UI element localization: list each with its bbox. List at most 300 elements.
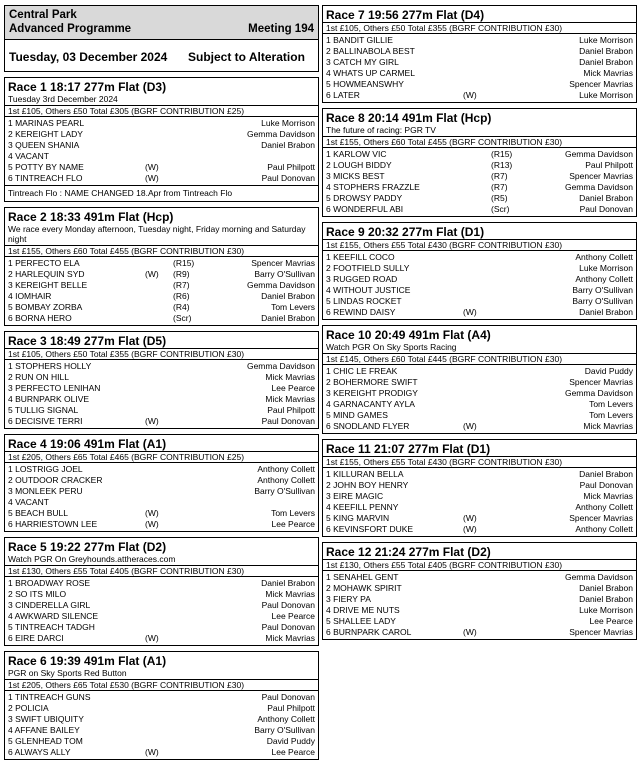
runner-row xyxy=(5,372,318,383)
runner-row xyxy=(323,182,636,193)
runner-row xyxy=(5,736,318,747)
runner-name: 4 BURNPARK OLIVE xyxy=(8,394,90,404)
runner-row xyxy=(5,269,318,280)
runner-name: 4 AWKWARD SILENCE xyxy=(8,611,99,621)
runner-row xyxy=(5,258,318,269)
runner-row xyxy=(5,291,318,302)
runner-name: 6 EIRE DARCI xyxy=(8,633,64,643)
trainer-name: Anthony Collett xyxy=(257,714,315,724)
race-title: Race 7 19:56 277m Flat (D4) xyxy=(326,8,485,22)
runner-row xyxy=(323,160,636,171)
race-prize-info: 1st £155, Others £55 Total £430 (BGRF CONTRIBUTION £30) xyxy=(323,456,636,468)
runner-name: 3 MICKS BEST xyxy=(326,171,385,181)
right-race-list xyxy=(322,5,637,645)
race-prize-info: 1st £155, Others £55 Total £430 (BGRF CONTRIBUTION £30) xyxy=(323,239,636,251)
trainer-name: Paul Philpott xyxy=(267,703,315,713)
runner-name: 2 BOHERMORE SWIFT xyxy=(326,377,418,387)
trainer-name: Tom Levers xyxy=(589,410,633,420)
left-race-list xyxy=(4,77,319,765)
runner-name: 2 SO ITS MILO xyxy=(8,589,67,599)
runner-row xyxy=(5,313,318,324)
race-prize-info: 1st £105, Others £50 Total £355 (BGRF CONTRIBUTION £30) xyxy=(323,22,636,34)
handicap-mark: (R7) xyxy=(491,182,508,192)
trainer-name: Daniel Brabon xyxy=(261,578,315,588)
runner-row xyxy=(323,193,636,204)
trainer-name: Gemma Davidson xyxy=(246,129,315,139)
trainer-name: Daniel Brabon xyxy=(579,469,633,479)
runner-row xyxy=(323,410,636,421)
trainer-name: Barry O'Sullivan xyxy=(254,486,315,496)
trainer-name: Mick Mavrias xyxy=(265,589,315,599)
meeting-date: Tuesday, 03 December 2024 xyxy=(9,50,168,64)
runner-name: 6 HARRIESTOWN LEE xyxy=(8,519,98,529)
trainer-name: Daniel Brabon xyxy=(261,313,315,323)
runner-row xyxy=(5,589,318,600)
runner-name: 1 CHIC LE FREAK xyxy=(326,366,398,376)
runner-row xyxy=(323,57,636,68)
runner-list xyxy=(5,257,318,325)
wide-runner-marker: (W) xyxy=(145,269,159,279)
runner-row xyxy=(5,497,318,508)
handicap-mark: (Scr) xyxy=(491,204,510,214)
runner-row xyxy=(323,263,636,274)
wide-runner-marker: (W) xyxy=(463,307,477,317)
runner-list xyxy=(323,468,636,536)
wide-runner-marker: (W) xyxy=(463,421,477,431)
handicap-mark: (R15) xyxy=(491,149,513,159)
runner-name: 6 BURNPARK CAROL xyxy=(326,627,412,637)
runner-row xyxy=(323,388,636,399)
race-title: Race 9 20:32 277m Flat (D1) xyxy=(326,225,485,239)
trainer-name: Mick Mavrias xyxy=(583,421,633,431)
runner-row xyxy=(5,611,318,622)
wide-runner-marker: (W) xyxy=(463,513,477,523)
race-prize-info: 1st £145, Others £60 Total £445 (BGRF CONTRIBUTION £30) xyxy=(323,353,636,365)
runner-name: 6 KEVINSFORT DUKE xyxy=(326,524,414,534)
runner-name: 2 LOUGH BIDDY xyxy=(326,160,392,170)
trainer-name: Anthony Collett xyxy=(257,475,315,485)
runner-list xyxy=(323,251,636,319)
runner-name: 2 POLICIA xyxy=(8,703,49,713)
trainer-name: Anthony Collett xyxy=(575,524,633,534)
runner-row xyxy=(323,491,636,502)
runner-name: 4 AFFANE BAILEY xyxy=(8,725,80,735)
handicap-mark: (R7) xyxy=(173,280,190,290)
runner-row xyxy=(5,475,318,486)
race-prize-info: 1st £130, Others £55 Total £405 (BGRF CONTRIBUTION £30) xyxy=(5,565,318,577)
race-title: Race 10 20:49 491m Flat (A4) xyxy=(326,328,491,342)
wide-runner-marker: (W) xyxy=(463,524,477,534)
trainer-name: Daniel Brabon xyxy=(579,583,633,593)
runner-row xyxy=(323,469,636,480)
runner-name: 5 POTTY BY NAME xyxy=(8,162,84,172)
runner-row xyxy=(5,162,318,173)
runner-row xyxy=(5,714,318,725)
runner-name: 3 CINDERELLA GIRL xyxy=(8,600,91,610)
race-card xyxy=(322,5,637,103)
race-title: Race 1 18:17 277m Flat (D3) xyxy=(8,80,167,94)
race-prize-info: 1st £130, Others £55 Total £405 (BGRF CONTRIBUTION £30) xyxy=(323,559,636,571)
race-card xyxy=(4,537,319,646)
race-description: PGR on Sky Sports Red Button xyxy=(8,668,127,678)
trainer-name: Paul Donovan xyxy=(579,480,633,490)
trainer-name: Paul Donovan xyxy=(261,416,315,426)
trainer-name: Paul Donovan xyxy=(579,204,633,214)
trainer-name: Tom Levers xyxy=(589,399,633,409)
runner-row xyxy=(323,296,636,307)
runner-name: 2 OUTDOOR CRACKER xyxy=(8,475,103,485)
race-title: Race 12 21:24 277m Flat (D2) xyxy=(326,545,491,559)
trainer-name: Paul Donovan xyxy=(261,600,315,610)
runner-name: 4 VACANT xyxy=(8,497,49,507)
runner-name: 5 TINTREACH TADGH xyxy=(8,622,95,632)
runner-name: 2 HARLEQUIN SYD xyxy=(8,269,85,279)
trainer-name: Barry O'Sullivan xyxy=(254,725,315,735)
race-description: Watch PGR On Greyhounds.attheraces.com xyxy=(8,554,176,564)
runner-row xyxy=(5,394,318,405)
runner-row xyxy=(5,118,318,129)
race-description: The future of racing: PGR TV xyxy=(326,125,436,135)
runner-name: 5 SHALLEE LADY xyxy=(326,616,396,626)
handicap-mark: (R15) xyxy=(173,258,195,268)
runner-name: 6 REWIND DAISY xyxy=(326,307,396,317)
runner-row xyxy=(5,383,318,394)
race-card xyxy=(4,207,319,326)
race-card xyxy=(4,651,319,760)
runner-name: 3 SWIFT UBIQUITY xyxy=(8,714,84,724)
trainer-name: Lee Pearce xyxy=(271,519,315,529)
race-title: Race 8 20:14 491m Flat (Hcp) xyxy=(326,111,492,125)
runner-row xyxy=(323,627,636,638)
left-column xyxy=(4,5,319,765)
runner-row xyxy=(323,524,636,535)
wide-runner-marker: (W) xyxy=(145,173,159,183)
runner-row xyxy=(323,149,636,160)
trainer-name: Tom Levers xyxy=(271,302,315,312)
date-bar xyxy=(4,40,319,72)
race-title: Race 2 18:33 491m Flat (Hcp) xyxy=(8,210,174,224)
runner-row xyxy=(5,416,318,427)
runner-name: 5 LINDAS ROCKET xyxy=(326,296,402,306)
trainer-name: Barry O'Sullivan xyxy=(254,269,315,279)
trainer-name: Gemma Davidson xyxy=(246,280,315,290)
handicap-mark: (R9) xyxy=(173,269,190,279)
race-card xyxy=(4,77,319,202)
runner-name: 2 RUN ON HILL xyxy=(8,372,69,382)
runner-name: 1 PERFECTO ELA xyxy=(8,258,80,268)
runner-row xyxy=(5,622,318,633)
runner-name: 3 EIRE MAGIC xyxy=(326,491,384,501)
runner-row xyxy=(323,35,636,46)
race-prize-info: 1st £105, Others £50 Total £305 (BGRF CONTRIBUTION £25) xyxy=(5,105,318,117)
trainer-name: Mick Mavrias xyxy=(583,68,633,78)
runner-name: 3 FIERY PA xyxy=(326,594,371,604)
runner-name: 3 CATCH MY GIRL xyxy=(326,57,399,67)
runner-row xyxy=(323,79,636,90)
runner-name: 1 LOSTRIGG JOEL xyxy=(8,464,83,474)
runner-name: 6 BORNA HERO xyxy=(8,313,72,323)
runner-row xyxy=(323,285,636,296)
trainer-name: Mick Mavrias xyxy=(265,394,315,404)
runner-name: 5 MIND GAMES xyxy=(326,410,388,420)
runner-name: 5 KING MARVIN xyxy=(326,513,390,523)
trainer-name: Anthony Collett xyxy=(575,274,633,284)
race-card xyxy=(4,331,319,429)
trainer-name: Daniel Brabon xyxy=(579,594,633,604)
trainer-name: Gemma Davidson xyxy=(564,182,633,192)
race-description: We race every Monday afternoon, Tuesday night, Friday morning and Saturday night xyxy=(8,224,306,244)
trainer-name: Anthony Collett xyxy=(257,464,315,474)
trainer-name: Spencer Mavrias xyxy=(569,79,633,89)
trainer-name: Spencer Mavrias xyxy=(569,627,633,637)
runner-list xyxy=(5,360,318,428)
trainer-name: Daniel Brabon xyxy=(261,140,315,150)
trainer-name: Paul Donovan xyxy=(261,622,315,632)
runner-list xyxy=(5,577,318,645)
trainer-name: Lee Pearce xyxy=(589,616,633,626)
trainer-name: Tom Levers xyxy=(271,508,315,518)
handicap-mark: (R5) xyxy=(491,193,508,203)
race-title: Race 5 19:22 277m Flat (D2) xyxy=(8,540,167,554)
programme-header xyxy=(4,5,319,40)
runner-name: 4 GARNACANTY AYLA xyxy=(326,399,415,409)
handicap-mark: (Scr) xyxy=(173,313,192,323)
runner-row xyxy=(323,366,636,377)
trainer-name: Spencer Mavrias xyxy=(569,513,633,523)
runner-row xyxy=(5,140,318,151)
race-card xyxy=(4,434,319,532)
runner-row xyxy=(323,421,636,432)
runner-list xyxy=(5,117,318,185)
race-title: Race 4 19:06 491m Flat (A1) xyxy=(8,437,167,451)
runner-name: 3 MONLEEK PERU xyxy=(8,486,83,496)
trainer-name: Mick Mavrias xyxy=(265,633,315,643)
wide-runner-marker: (W) xyxy=(145,519,159,529)
trainer-name: Anthony Collett xyxy=(575,502,633,512)
runner-row xyxy=(5,486,318,497)
trainer-name: Spencer Mavrias xyxy=(569,171,633,181)
race-title: Race 3 18:49 277m Flat (D5) xyxy=(8,334,167,348)
trainer-name: Paul Philpott xyxy=(267,162,315,172)
handicap-mark: (R13) xyxy=(491,160,513,170)
race-prize-info: 1st £205, Others £65 Total £465 (BGRF CONTRIBUTION £25) xyxy=(5,451,318,463)
meeting-number: Meeting 194 xyxy=(248,23,314,35)
trainer-name: Paul Donovan xyxy=(261,692,315,702)
runner-row xyxy=(5,578,318,589)
runner-name: 4 IOMHAIR xyxy=(8,291,52,301)
trainer-name: Lee Pearce xyxy=(271,383,315,393)
runner-row xyxy=(5,725,318,736)
runner-name: 3 KEREIGHT BELLE xyxy=(8,280,88,290)
runner-row xyxy=(323,307,636,318)
handicap-mark: (R6) xyxy=(173,291,190,301)
runner-row xyxy=(323,583,636,594)
trainer-name: Barry O'Sullivan xyxy=(572,285,633,295)
runner-name: 6 LATER xyxy=(326,90,360,100)
runner-name: 3 QUEEN SHANIA xyxy=(8,140,80,150)
runner-name: 1 BROADWAY ROSE xyxy=(8,578,91,588)
runner-row xyxy=(323,252,636,263)
subject-notice: Subject to Alteration xyxy=(188,50,305,64)
runner-name: 1 STOPHERS HOLLY xyxy=(8,361,92,371)
runner-row xyxy=(5,280,318,291)
runner-row xyxy=(5,600,318,611)
runner-name: 1 SENAHEL GENT xyxy=(326,572,399,582)
trainer-name: Daniel Brabon xyxy=(579,57,633,67)
trainer-name: Mick Mavrias xyxy=(583,491,633,501)
runner-row xyxy=(323,68,636,79)
runner-list xyxy=(323,34,636,102)
runner-row xyxy=(5,692,318,703)
race-note: Tintreach Flo : NAME CHANGED 18.Apr from Tintreach Flo xyxy=(5,185,318,201)
runner-name: 3 RUGGED ROAD xyxy=(326,274,398,284)
runner-name: 1 MARINAS PEARL xyxy=(8,118,85,128)
runner-row xyxy=(323,90,636,101)
runner-row xyxy=(5,508,318,519)
race-prize-info: 1st £205, Others £65 Total £530 (BGRF CONTRIBUTION £30) xyxy=(5,679,318,691)
handicap-mark: (R4) xyxy=(173,302,190,312)
runner-name: 5 BEACH BULL xyxy=(8,508,68,518)
runner-row xyxy=(323,204,636,215)
runner-list xyxy=(323,571,636,639)
runner-row xyxy=(323,616,636,627)
runner-row xyxy=(5,464,318,475)
wide-runner-marker: (W) xyxy=(463,627,477,637)
race-prize-info: 1st £155, Others £60 Total £455 (BGRF CONTRIBUTION £30) xyxy=(323,136,636,148)
runner-row xyxy=(5,633,318,644)
trainer-name: Spencer Mavrias xyxy=(251,258,315,268)
race-description: Watch PGR On Sky Sports Racing xyxy=(326,342,457,352)
race-title: Race 6 19:39 491m Flat (A1) xyxy=(8,654,167,668)
race-card xyxy=(322,108,637,217)
trainer-name: Daniel Brabon xyxy=(579,46,633,56)
wide-runner-marker: (W) xyxy=(145,416,159,426)
runner-name: 4 WITHOUT JUSTICE xyxy=(326,285,411,295)
runner-row xyxy=(323,171,636,182)
runner-row xyxy=(323,46,636,57)
runner-name: 4 DRIVE ME NUTS xyxy=(326,605,400,615)
trainer-name: Gemma Davidson xyxy=(564,572,633,582)
race-card xyxy=(322,542,637,640)
runner-name: 4 KEEFILL PENNY xyxy=(326,502,399,512)
trainer-name: Gemma Davidson xyxy=(564,388,633,398)
trainer-name: Luke Morrison xyxy=(579,90,633,100)
trainer-name: Barry O'Sullivan xyxy=(572,296,633,306)
runner-name: 1 TINTREACH GUNS xyxy=(8,692,91,702)
runner-row xyxy=(5,703,318,714)
runner-row xyxy=(5,519,318,530)
trainer-name: Luke Morrison xyxy=(579,35,633,45)
runner-row xyxy=(323,594,636,605)
trainer-name: Lee Pearce xyxy=(271,747,315,757)
runner-row xyxy=(5,151,318,162)
race-title: Race 11 21:07 277m Flat (D1) xyxy=(326,442,491,456)
runner-name: 2 BALLINABOLA BEST xyxy=(326,46,415,56)
race-prize-info: 1st £155, Others £60 Total £455 (BGRF CONTRIBUTION £30) xyxy=(5,245,318,257)
race-prize-info: 1st £105, Others £50 Total £355 (BGRF CONTRIBUTION £30) xyxy=(5,348,318,360)
trainer-name: Paul Philpott xyxy=(267,405,315,415)
trainer-name: Spencer Mavrias xyxy=(569,377,633,387)
runner-name: 6 DECISIVE TERRI xyxy=(8,416,83,426)
runner-name: 6 TINTREACH FLO xyxy=(8,173,83,183)
trainer-name: Mick Mavrias xyxy=(265,372,315,382)
runner-row xyxy=(323,513,636,524)
runner-list xyxy=(323,365,636,433)
runner-row xyxy=(5,302,318,313)
trainer-name: Anthony Collett xyxy=(575,252,633,262)
right-column xyxy=(322,5,637,645)
runner-name: 5 DROWSY PADDY xyxy=(326,193,403,203)
race-card xyxy=(322,325,637,434)
runner-name: 1 KARLOW VIC xyxy=(326,149,387,159)
programme-title: Advanced Programme xyxy=(9,23,132,35)
runner-name: 2 JOHN BOY HENRY xyxy=(326,480,409,490)
runner-name: 5 TULLIG SIGNAL xyxy=(8,405,79,415)
runner-name: 6 WONDERFUL ABI xyxy=(326,204,404,214)
runner-list xyxy=(323,148,636,216)
runner-row xyxy=(323,572,636,583)
race-card xyxy=(322,222,637,320)
trainer-name: Gemma Davidson xyxy=(564,149,633,159)
runner-name: 4 VACANT xyxy=(8,151,49,161)
runner-name: 3 PERFECTO LENIHAN xyxy=(8,383,101,393)
runner-name: 6 SNODLAND FLYER xyxy=(326,421,410,431)
runner-row xyxy=(323,274,636,285)
runner-name: 6 ALWAYS ALLY xyxy=(8,747,71,757)
runner-row xyxy=(5,173,318,184)
runner-name: 5 GLENHEAD TOM xyxy=(8,736,83,746)
trainer-name: Luke Morrison xyxy=(579,263,633,273)
trainer-name: Daniel Brabon xyxy=(579,307,633,317)
runner-name: 2 KEREIGHT LADY xyxy=(8,129,83,139)
runner-name: 1 KILLURAN BELLA xyxy=(326,469,404,479)
trainer-name: Daniel Brabon xyxy=(261,291,315,301)
runner-row xyxy=(323,480,636,491)
trainer-name: Paul Philpott xyxy=(585,160,633,170)
trainer-name: David Puddy xyxy=(266,736,315,746)
trainer-name: Paul Donovan xyxy=(261,173,315,183)
runner-row xyxy=(323,605,636,616)
trainer-name: Gemma Davidson xyxy=(246,361,315,371)
runner-name: 2 MOHAWK SPIRIT xyxy=(326,583,402,593)
venue-title: Central Park xyxy=(9,9,77,21)
runner-row xyxy=(323,377,636,388)
wide-runner-marker: (W) xyxy=(145,747,159,757)
race-card xyxy=(322,439,637,537)
runner-name: 1 KEEFILL COCO xyxy=(326,252,395,262)
wide-runner-marker: (W) xyxy=(145,633,159,643)
runner-row xyxy=(323,502,636,513)
wide-runner-marker: (W) xyxy=(145,162,159,172)
runner-name: 5 HOWMEANSWHY xyxy=(326,79,404,89)
runner-row xyxy=(5,747,318,758)
runner-name: 1 BANDIT GILLIE xyxy=(326,35,393,45)
runner-row xyxy=(5,405,318,416)
runner-name: 2 FOOTFIELD SULLY xyxy=(326,263,410,273)
trainer-name: David Puddy xyxy=(584,366,633,376)
runner-name: 5 BOMBAY ZORBA xyxy=(8,302,83,312)
runner-name: 4 STOPHERS FRAZZLE xyxy=(326,182,420,192)
runner-row xyxy=(5,129,318,140)
runner-name: 4 WHATS UP CARMEL xyxy=(326,68,415,78)
runner-name: 3 KEREIGHT PRODIGY xyxy=(326,388,418,398)
trainer-name: Luke Morrison xyxy=(579,605,633,615)
trainer-name: Daniel Brabon xyxy=(579,193,633,203)
race-description: Tuesday 3rd December 2024 xyxy=(8,94,118,104)
handicap-mark: (R7) xyxy=(491,171,508,181)
runner-row xyxy=(5,361,318,372)
runner-row xyxy=(323,399,636,410)
